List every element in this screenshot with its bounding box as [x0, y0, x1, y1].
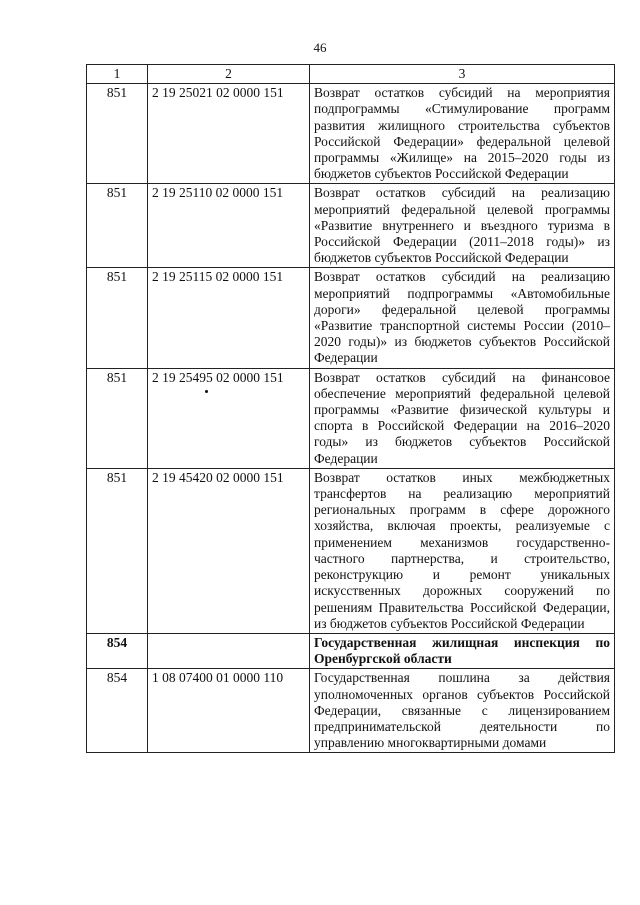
description-cell: Государственная пошлина за действия уполномоченных органов субъектов Российской Федерации, связанные с лицензированием предпринимательской деятельности по управлению многоквартирными домами	[310, 669, 615, 753]
table-row	[87, 268, 615, 368]
table-row	[87, 468, 615, 633]
budget-code-text: 2 19 25495 02 0000 151	[152, 369, 284, 385]
admin-code-cell: 851	[87, 184, 148, 268]
description-cell: Возврат остатков субсидий на реализацию мероприятий федеральной целевой программы «Развитие внутреннего и въездного туризма в Российской Федерации (2011–2018 годы)» из бюджетов субъектов Российской Федерации	[310, 184, 615, 268]
description-cell: Возврат остатков субсидий на реализацию мероприятий подпрограммы «Автомобильные дороги» федеральной целевой программы «Развитие транспортной системы России (2010–2020 годы)» из бюджетов субъектов Российской Федерации	[310, 268, 615, 368]
table-row	[87, 669, 615, 753]
table-row	[87, 84, 615, 184]
table-row	[87, 368, 615, 468]
budget-code-cell: 2 19 45420 02 0000 151	[148, 468, 310, 633]
admin-code-cell: 851	[87, 468, 148, 633]
column-header-1: 1	[87, 65, 148, 84]
page-number: 46	[313, 40, 327, 55]
column-header-2: 2	[148, 65, 310, 84]
section-title-cell: Государственная жилищная инспекция по Оренбургской области	[310, 633, 615, 668]
table-row	[87, 184, 615, 268]
budget-code-cell: 2 19 25021 02 0000 151	[148, 84, 310, 184]
budget-codes-table	[86, 64, 615, 753]
admin-code-cell: 851	[87, 368, 148, 468]
budget-code-cell	[148, 633, 310, 668]
budget-code-cell: 1 08 07400 01 0000 110	[148, 669, 310, 753]
description-cell: Возврат остатков иных межбюджетных трансфертов на реализацию мероприятий региональных программ в сфере дорожного хозяйства, включая проекты, реализуемые с применением механизмов государственно-частного партнерства, и строительство, реконструкцию и ремонт уникальных искусственных дорожных сооружений по решениям Правительства Российской Федерации, из бюджетов субъектов Российской Федерации	[310, 468, 615, 633]
admin-code-cell: 854	[87, 669, 148, 753]
budget-code-cell: 2 19 25110 02 0000 151	[148, 184, 310, 268]
description-cell: Возврат остатков субсидий на мероприятия подпрограммы «Стимулирование программ развития жилищного строительства субъектов Российской Федерации» федеральной целевой программы «Жилище» на 2015–2020 годы из бюджетов субъектов Российской Федерации	[310, 84, 615, 184]
admin-code-cell: 851	[87, 84, 148, 184]
section-header-row	[87, 633, 615, 668]
stray-dot-mark	[205, 390, 208, 393]
admin-code-cell: 851	[87, 268, 148, 368]
budget-code-cell: 2 19 25115 02 0000 151	[148, 268, 310, 368]
description-cell: Возврат остатков субсидий на финансовое обеспечение мероприятий федеральной целевой программы «Развитие физической культуры и спорта в Российской Федерации на 2016–2020 годы» из бюджетов субъектов Российской Федерации	[310, 368, 615, 468]
column-header-3: 3	[310, 65, 615, 84]
admin-code-cell: 854	[87, 633, 148, 668]
header-row	[87, 65, 615, 84]
budget-code-cell	[148, 368, 310, 468]
